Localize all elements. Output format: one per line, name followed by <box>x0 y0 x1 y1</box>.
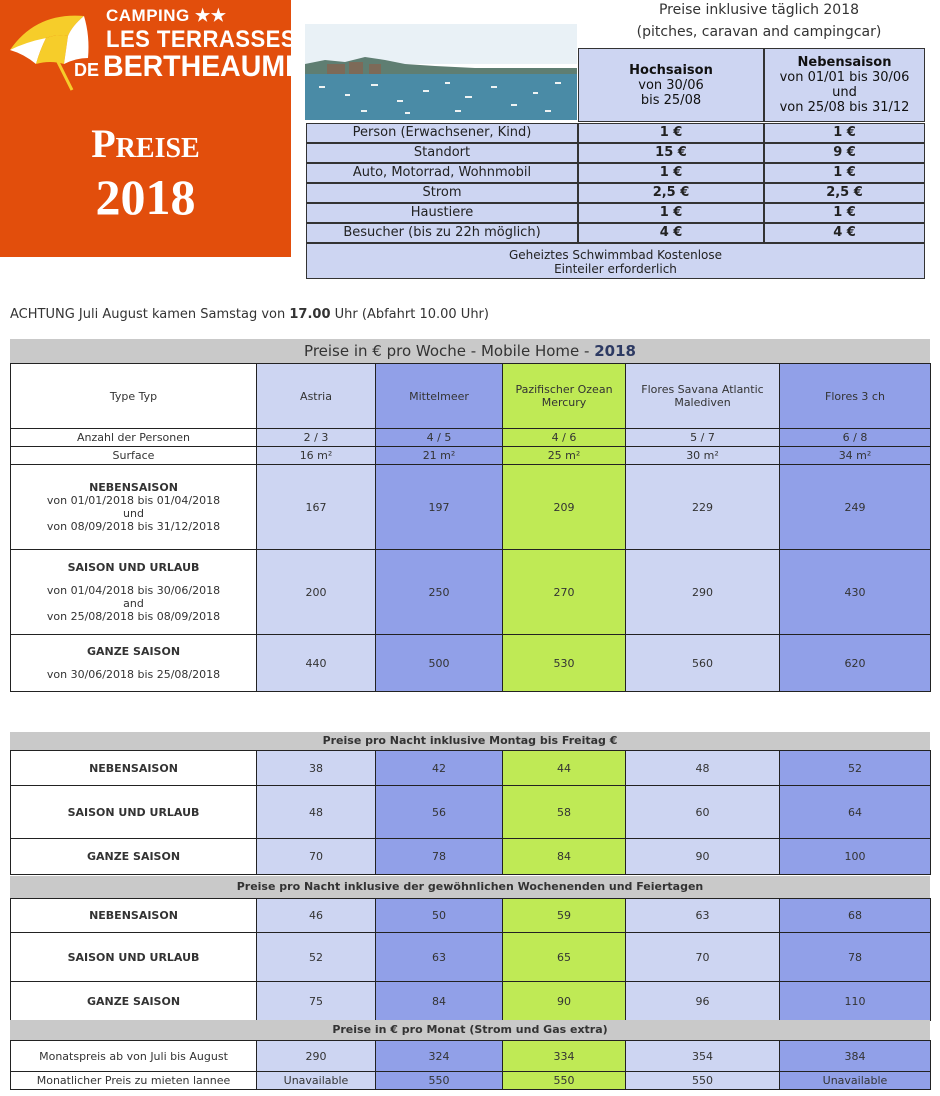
night-price: 56 <box>376 786 503 839</box>
weekend-price: 46 <box>257 899 376 933</box>
night-price: 44 <box>503 751 626 786</box>
weekend-price: 68 <box>780 899 931 933</box>
daily-row-label: Strom <box>306 183 578 203</box>
weekly-price: 250 <box>376 550 503 635</box>
weekly-price: 530 <box>503 635 626 692</box>
daily-row <box>306 183 925 203</box>
weekly-price: 209 <box>503 465 626 550</box>
monthly-price: 550 <box>503 1072 626 1090</box>
daily-row-hoch: 1 € <box>578 203 764 223</box>
night-price: 42 <box>376 751 503 786</box>
daily-row <box>306 163 925 183</box>
daily-row-neben: 1 € <box>764 203 925 223</box>
night-price: 60 <box>626 786 780 839</box>
daily-row-neben: 9 € <box>764 143 925 163</box>
season-saison-urlaub <box>11 550 257 635</box>
night-price: 64 <box>780 786 931 839</box>
type-pazifischer-ozean: Pazifischer Ozean Mercury <box>503 364 626 429</box>
arrival-notice-post: Uhr (Abfahrt 10.00 Uhr) <box>330 307 489 322</box>
season-date1: von 01/01/2018 bis 01/04/2018 <box>46 494 221 507</box>
monthly-price: 334 <box>503 1041 626 1072</box>
persons-cell: 6 / 8 <box>780 429 931 447</box>
pool-note-line2: Einteiler erforderlich <box>554 262 677 276</box>
type-mittelmeer: Mittelmeer <box>376 364 503 429</box>
weekly-price: 197 <box>376 465 503 550</box>
nebensaison-and: und <box>832 85 857 100</box>
nebensaison-range2: von 25/08 bis 31/12 <box>779 100 910 115</box>
weekend-price: 96 <box>626 982 780 1021</box>
arrival-notice-pre: ACHTUNG Juli August kamen Samstag von <box>10 307 290 322</box>
monthly-price: 384 <box>780 1041 931 1072</box>
night-price: 100 <box>780 839 931 875</box>
weekend-price: 70 <box>626 933 780 982</box>
persons-header: Anzahl der Personen <box>11 429 257 447</box>
hochsaison-header <box>578 48 764 122</box>
monthly-price: 290 <box>257 1041 376 1072</box>
logo-line-les-terrasses: LES TERRASSES <box>106 26 297 53</box>
weekly-price: 229 <box>626 465 780 550</box>
monthly-label: Monatlicher Preis zu mieten lannee <box>11 1072 257 1090</box>
weekend-price: 63 <box>626 899 780 933</box>
type-flores-savana: Flores Savana Atlantic Malediven <box>626 364 780 429</box>
weekend-price: 75 <box>257 982 376 1021</box>
nebensaison-range1: von 01/01 bis 30/06 <box>779 70 910 85</box>
surface-cell: 16 m² <box>257 447 376 465</box>
weekend-title: Preise pro Nacht inklusive der gewöhnlichen Wochenenden und Feiertagen <box>10 876 930 898</box>
night-season-name: GANZE SAISON <box>11 839 257 875</box>
season-name: GANZE SAISON <box>86 645 181 658</box>
type-header: Type Typ <box>11 364 257 429</box>
weekend-season-name: GANZE SAISON <box>11 982 257 1021</box>
type-flores-3ch: Flores 3 ch <box>780 364 931 429</box>
monthly-title: Preise in € pro Monat (Strom und Gas extra) <box>10 1020 930 1040</box>
weekly-price: 620 <box>780 635 931 692</box>
night-season-name: SAISON UND URLAUB <box>11 786 257 839</box>
weekly-title-text: Preise in € pro Woche - Mobile Home - <box>304 342 595 360</box>
hochsaison-to: bis 25/08 <box>640 92 702 108</box>
logo-block <box>0 0 305 257</box>
daily-row <box>306 203 925 223</box>
night-price: 90 <box>626 839 780 875</box>
hochsaison-label: Hochsaison <box>629 62 713 78</box>
season-date1: von 01/04/2018 bis 30/06/2018 <box>46 584 221 597</box>
logo-line-bertheaume: BERTHEAUME <box>103 50 305 83</box>
arrival-notice <box>10 307 489 322</box>
weekly-price: 430 <box>780 550 931 635</box>
weekend-table <box>10 898 931 1021</box>
daily-row <box>306 123 925 143</box>
persons-cell: 5 / 7 <box>626 429 780 447</box>
weekly-price: 440 <box>257 635 376 692</box>
harbor-photo <box>305 24 577 120</box>
season-date-sep: und <box>123 507 144 520</box>
weekend-price: 52 <box>257 933 376 982</box>
daily-row-neben: 1 € <box>764 163 925 183</box>
weekly-price: 167 <box>257 465 376 550</box>
season-ganze-saison <box>11 635 257 692</box>
weekend-price: 65 <box>503 933 626 982</box>
logo-line-de: DE <box>74 60 100 80</box>
persons-cell: 4 / 6 <box>503 429 626 447</box>
arrival-notice-time: 17.00 <box>289 307 331 322</box>
night-price: 52 <box>780 751 931 786</box>
daily-caption-subtitle: (pitches, caravan and campingcar) <box>636 24 882 40</box>
daily-caption-title: Preise inklusive täglich 2018 <box>658 2 860 18</box>
season-date2: von 25/08/2018 bis 08/09/2018 <box>46 610 221 623</box>
daily-row-label: Person (Erwachsener, Kind) <box>306 123 578 143</box>
night-price: 48 <box>626 751 780 786</box>
pool-note <box>306 243 925 279</box>
surface-cell: 25 m² <box>503 447 626 465</box>
monthly-label: Monatspreis ab von Juli bis August <box>11 1041 257 1072</box>
weekly-price: 500 <box>376 635 503 692</box>
surface-cell: 21 m² <box>376 447 503 465</box>
daily-row-hoch: 4 € <box>578 223 764 243</box>
nebensaison-label: Nebensaison <box>797 55 892 70</box>
surface-header: Surface <box>11 447 257 465</box>
night-price: 38 <box>257 751 376 786</box>
page-title: Preise <box>91 121 200 166</box>
season-name: NEBENSAISON <box>89 481 178 494</box>
monthly-price: Unavailable <box>257 1072 376 1090</box>
logo-line-camping: CAMPING ★★ <box>106 6 227 25</box>
weekly-price: 249 <box>780 465 931 550</box>
weekend-price: 84 <box>376 982 503 1021</box>
monthly-price: 354 <box>626 1041 780 1072</box>
season-date1: von 30/06/2018 bis 25/08/2018 <box>46 668 221 681</box>
daily-row-neben: 1 € <box>764 123 925 143</box>
weekend-price: 78 <box>780 933 931 982</box>
surface-cell: 34 m² <box>780 447 931 465</box>
night-season-name: NEBENSAISON <box>11 751 257 786</box>
weekly-title <box>10 339 930 363</box>
daily-row-hoch: 2,5 € <box>578 183 764 203</box>
daily-row-label: Auto, Motorrad, Wohnmobil <box>306 163 578 183</box>
weekly-table <box>10 363 931 692</box>
season-nebensaison <box>11 465 257 550</box>
weekly-price: 270 <box>503 550 626 635</box>
weekday-title: Preise pro Nacht inklusive Montag bis Freitag € <box>10 732 930 750</box>
night-price: 58 <box>503 786 626 839</box>
season-name: SAISON UND URLAUB <box>67 561 200 574</box>
season-date2: von 08/09/2018 bis 31/12/2018 <box>46 520 221 533</box>
persons-cell: 4 / 5 <box>376 429 503 447</box>
season-date-sep: and <box>123 597 144 610</box>
weekly-price: 200 <box>257 550 376 635</box>
weekend-season-name: NEBENSAISON <box>11 899 257 933</box>
beach-umbrella-icon <box>6 6 106 96</box>
night-price: 84 <box>503 839 626 875</box>
daily-row-hoch: 15 € <box>578 143 764 163</box>
weekend-season-name: SAISON UND URLAUB <box>11 933 257 982</box>
weekday-table <box>10 750 931 875</box>
monthly-price: 550 <box>376 1072 503 1090</box>
type-astria: Astria <box>257 364 376 429</box>
daily-row-neben: 2,5 € <box>764 183 925 203</box>
nebensaison-header <box>764 48 925 122</box>
monthly-price: Unavailable <box>780 1072 931 1090</box>
monthly-price: 550 <box>626 1072 780 1090</box>
daily-row-label: Besucher (bis zu 22h möglich) <box>306 223 578 243</box>
weekly-price: 290 <box>626 550 780 635</box>
pool-note-line1: Geheiztes Schwimmbad Kostenlose <box>508 248 723 262</box>
night-price: 70 <box>257 839 376 875</box>
daily-row-label: Standort <box>306 143 578 163</box>
weekend-price: 50 <box>376 899 503 933</box>
daily-row-hoch: 1 € <box>578 163 764 183</box>
daily-row <box>306 143 925 163</box>
daily-row-neben: 4 € <box>764 223 925 243</box>
weekly-title-year: 2018 <box>594 342 636 360</box>
night-price: 78 <box>376 839 503 875</box>
night-price: 48 <box>257 786 376 839</box>
weekend-price: 90 <box>503 982 626 1021</box>
weekend-price: 110 <box>780 982 931 1021</box>
monthly-price: 324 <box>376 1041 503 1072</box>
weekend-price: 63 <box>376 933 503 982</box>
persons-cell: 2 / 3 <box>257 429 376 447</box>
weekly-price: 560 <box>626 635 780 692</box>
daily-row <box>306 223 925 243</box>
monthly-table <box>10 1040 931 1090</box>
hochsaison-from: von 30/06 <box>638 77 704 93</box>
surface-cell: 30 m² <box>626 447 780 465</box>
daily-row-hoch: 1 € <box>578 123 764 143</box>
page-year: 2018 <box>95 169 196 225</box>
weekend-price: 59 <box>503 899 626 933</box>
daily-row-label: Haustiere <box>306 203 578 223</box>
